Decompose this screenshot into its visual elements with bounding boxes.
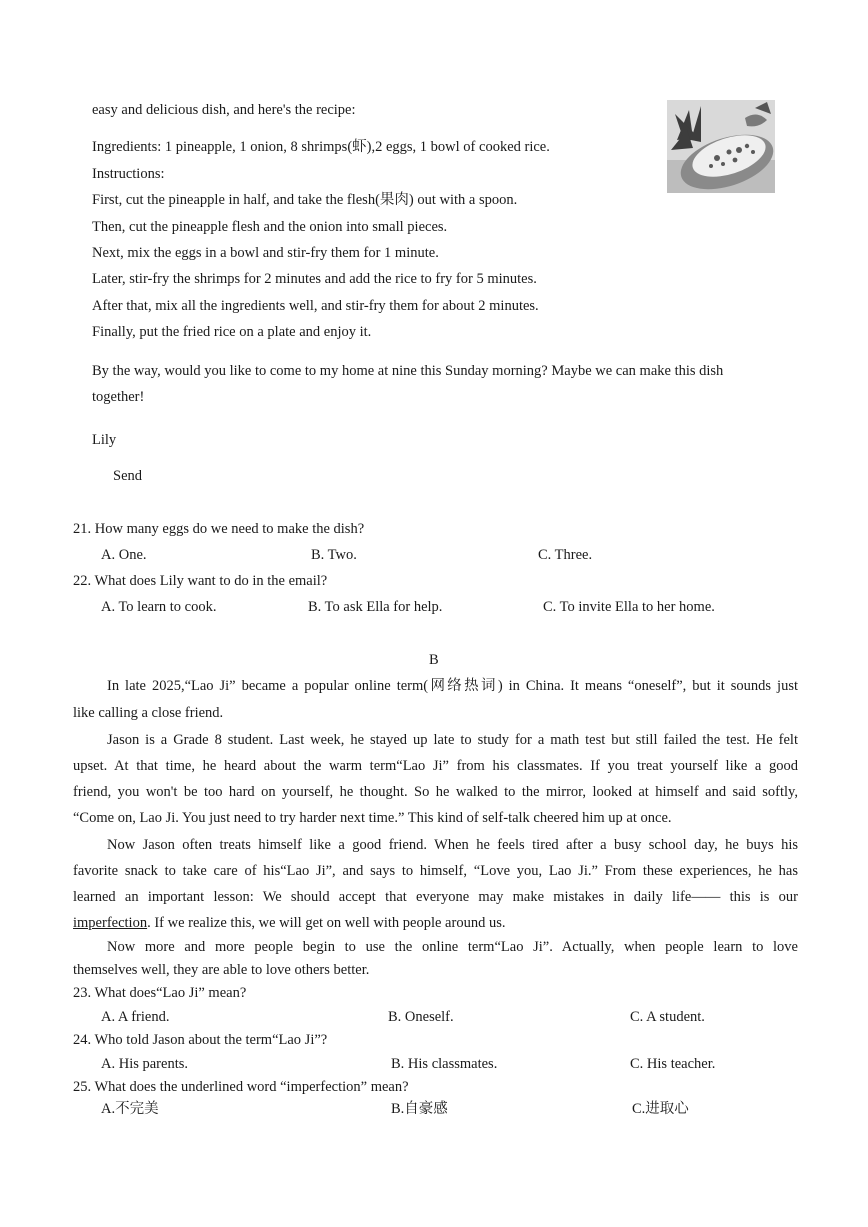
send-button[interactable]: Send (113, 468, 142, 484)
question-25: 25. What does the underlined word “imperfection” mean? (73, 1079, 409, 1095)
instruction-step: Then, cut the pineapple flesh and the onion into small pieces. (92, 219, 448, 235)
instruction-step: After that, mix all the ingredients well, and stir-fry them for about 2 minutes. (92, 298, 539, 314)
pineapple-icon (667, 100, 775, 193)
question-22: 22. What does Lily want to do in the email? (73, 573, 328, 589)
passage-line: In late 2025,“Lao Ji” became a popular online term(网络热词) in China. It means “oneself”, but it sounds just (107, 678, 798, 694)
invite-line: together! (92, 389, 145, 405)
option-22-c: C. To invite Ella to her home. (543, 599, 715, 615)
question-21: 21. How many eggs do we need to make the dish? (73, 521, 365, 537)
question-23: 23. What does“Lao Ji” mean? (73, 985, 247, 1001)
option-24-a: A. His parents. (101, 1056, 188, 1072)
option-21-a: A. One. (101, 547, 147, 563)
passage-line: favorite snack to take care of his“Lao Ji”, and says to himself, “Love you, Lao Ji.” From these experiences, he has (73, 863, 798, 879)
invite-line: By the way, would you like to come to my home at nine this Sunday morning? Maybe we can make this dish (92, 363, 724, 379)
option-25-c: C.进取心 (632, 1101, 689, 1117)
passage-line: upset. At that time, he heard about the warm term“Lao Ji” from his classmates. If you treat yourself like a good (73, 758, 798, 774)
email-signature: Lily (92, 432, 117, 448)
option-23-c: C. A student. (630, 1009, 705, 1025)
email-intro-tail: easy and delicious dish, and here's the recipe: (92, 102, 356, 118)
option-25-b: B.自豪感 (391, 1101, 448, 1117)
option-21-c: C. Three. (538, 547, 593, 563)
passage-line: Now more and more people begin to use the online term“Lao Ji”. Actually, when people learn to love (107, 939, 798, 955)
passage-line: Now Jason often treats himself like a good friend. When he feels tired after a busy school day, he buys his (107, 837, 798, 853)
pineapple-fried-rice-photo (667, 100, 775, 193)
option-21-b: B. Two. (311, 547, 357, 563)
question-24: 24. Who told Jason about the term“Lao Ji”? (73, 1032, 328, 1048)
option-22-a: A. To learn to cook. (101, 599, 217, 615)
option-25-a: A.不完美 (101, 1101, 159, 1117)
passage-line: Jason is a Grade 8 student. Last week, he stayed up late to study for a math test but still failed the test. He felt (107, 732, 798, 748)
option-23-b: B. Oneself. (388, 1009, 454, 1025)
option-22-b: B. To ask Ella for help. (308, 599, 443, 615)
instruction-step: Next, mix the eggs in a bowl and stir-fry them for 1 minute. (92, 245, 439, 261)
passage-line: like calling a close friend. (73, 705, 224, 721)
option-24-c: C. His teacher. (630, 1056, 716, 1072)
ingredients-line: Ingredients: 1 pineapple, 1 onion, 8 shrimps(虾),2 eggs, 1 bowl of cooked rice. (92, 139, 550, 155)
section-b-heading: B (429, 652, 439, 668)
passage-line: themselves well, they are able to love others better. (73, 962, 370, 978)
option-23-a: A. A friend. (101, 1009, 170, 1025)
instructions-label: Instructions: (92, 166, 165, 182)
passage-line (73, 916, 505, 931)
option-24-b: B. His classmates. (391, 1056, 498, 1072)
instruction-step: Later, stir-fry the shrimps for 2 minutes and add the rice to fry for 5 minutes. (92, 271, 537, 287)
passage-line: friend, you won't be too hard on yourself, he thought. So he walked to the mirror, looked at himself and said softly, (73, 784, 798, 800)
instruction-step: Finally, put the fried rice on a plate and enjoy it. (92, 324, 372, 340)
underlined-word-imperfection: imperfection (73, 915, 148, 931)
passage-line: “Come on, Lao Ji. You just need to try harder next time.” This kind of self-talk cheered him up at once. (73, 810, 672, 826)
passage-line-rest: . If we realize this, we will get on well with people around us. (147, 915, 506, 931)
passage-line: learned an important lesson: We should accept that everyone may make mistakes in daily life—— this is our (73, 889, 798, 905)
instruction-step: First, cut the pineapple in half, and take the flesh(果肉) out with a spoon. (92, 192, 518, 208)
